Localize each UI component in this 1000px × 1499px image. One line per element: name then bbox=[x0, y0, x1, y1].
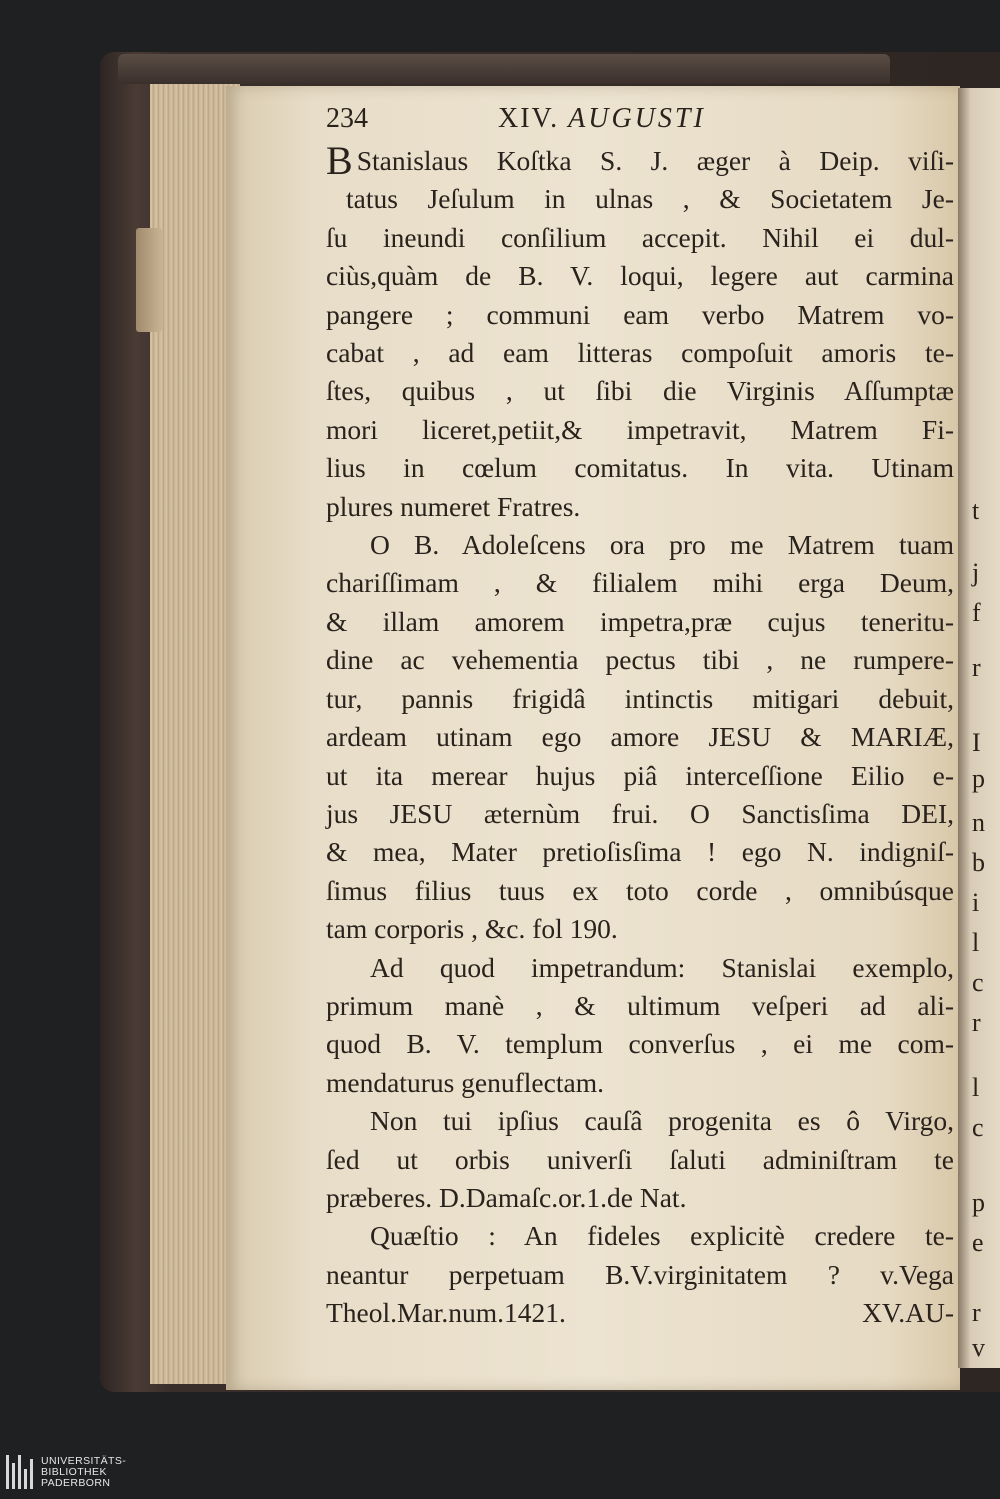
edge-letter: r bbox=[972, 1008, 981, 1037]
text-line: quod B. V. templum converſus , ei me com- bbox=[326, 1028, 954, 1060]
running-head-month: AUGUSTI bbox=[568, 103, 706, 134]
text-line: plures numeret Fratres. bbox=[326, 490, 581, 522]
edge-letter: t bbox=[972, 496, 980, 525]
text-line: tam corporis , &c. fol 190. bbox=[326, 913, 618, 945]
edge-letter: l bbox=[972, 1073, 980, 1102]
edge-letter: f bbox=[972, 598, 981, 627]
next-page-edge bbox=[958, 88, 1000, 1368]
text-line: & illam amorem impetra,præ cujus teneritu- bbox=[326, 605, 954, 637]
text-line: jus JESU æternùm frui. O Sanctisſima DEI, bbox=[326, 797, 954, 829]
running-head-day: XIV. bbox=[498, 103, 560, 134]
edge-letter: e bbox=[972, 1228, 984, 1257]
edge-letter: b bbox=[972, 848, 985, 877]
catchword: XV.AU- bbox=[862, 1297, 954, 1329]
library-logo-line: BIBLIOTHEK bbox=[41, 1465, 107, 1478]
edge-letter: p bbox=[972, 764, 985, 793]
text-line bbox=[326, 138, 954, 183]
edge-letter: r bbox=[972, 1298, 981, 1327]
text-line: præberes. D.Damaſc.or.1.de Nat. bbox=[326, 1181, 687, 1213]
drop-initial: B bbox=[326, 138, 353, 183]
text-line: tur, pannis frigidâ intinctis mitigari debuit, bbox=[326, 682, 954, 714]
edge-letter: I bbox=[972, 728, 981, 757]
text-line: mori liceret,petiit,& impetravit, Matrem Fi- bbox=[326, 413, 954, 445]
text-line: chariſſimam , & filialem mihi erga Deum, bbox=[326, 567, 954, 599]
text-line: & mea, Mater pretioſisſima ! ego N. indigniſ- bbox=[326, 836, 954, 868]
text-line: tatus Jeſulum in ulnas , & Societatem Je- bbox=[346, 183, 954, 215]
text-line: ſtes, quibus , ut ſibi die Virginis Aſſumptæ bbox=[326, 375, 954, 407]
edge-letter: j bbox=[972, 558, 980, 587]
text-line: lius in cœlum comitatus. In vita. Utinam bbox=[326, 452, 954, 484]
library-logo bbox=[6, 1450, 146, 1494]
library-logo-line: UNIVERSITÄTS- bbox=[41, 1454, 127, 1467]
text-line: neantur perpetuam B.V.virginitatem ? v.Vega bbox=[326, 1258, 954, 1290]
text-line: O B. Adoleſcens ora pro me Matrem tuam bbox=[370, 529, 954, 561]
bookmark-tab bbox=[136, 228, 162, 332]
edge-letter: p bbox=[972, 1188, 985, 1217]
running-head bbox=[498, 100, 706, 138]
library-logo-text bbox=[41, 1456, 126, 1489]
page-header bbox=[326, 100, 954, 142]
text-line: Non tui ipſius cauſâ progenita es ô Virgo, bbox=[370, 1105, 954, 1137]
edge-letter: c bbox=[972, 1113, 984, 1142]
text-line: dine ac vehementia pectus tibi , ne rumpere- bbox=[326, 644, 954, 676]
page-text bbox=[326, 100, 954, 1333]
edge-letter: l bbox=[972, 928, 980, 957]
text-line: Theol.Mar.num.1421. bbox=[326, 1297, 566, 1329]
edge-letter: n bbox=[972, 808, 985, 837]
text-line: ſu ineundi conſilium accepit. Nihil ei dul- bbox=[326, 221, 954, 253]
text-line: mendaturus genuflectam. bbox=[326, 1066, 604, 1098]
text-line: ciùs,quàm de B. V. loqui, legere aut carmina bbox=[326, 260, 954, 292]
last-line bbox=[326, 1294, 954, 1332]
edge-letter: r bbox=[972, 653, 981, 682]
text-line: pangere ; communi eam verbo Matrem vo- bbox=[326, 298, 954, 330]
text-line: ſed ut orbis univerſi ſaluti adminiſtram te bbox=[326, 1143, 954, 1175]
edge-letter: i bbox=[972, 888, 980, 917]
edge-letter: v bbox=[972, 1333, 985, 1362]
text-line: ſimus filius tuus ex toto corde , omnibúsque bbox=[326, 874, 954, 906]
edge-letter: c bbox=[972, 968, 984, 997]
book-top-edge bbox=[118, 54, 890, 84]
text-line: ut ita merear hujus piâ interceſſione Eilio e- bbox=[326, 759, 954, 791]
text-line: ardeam utinam ego amore JESU & MARIÆ, bbox=[326, 721, 954, 753]
text-line: primum manè , & ultimum veſperi ad ali- bbox=[326, 989, 954, 1021]
page-number: 234 bbox=[326, 103, 368, 134]
text-line-content: Stanislaus Koſtka S. J. æger à Deip. viſi- bbox=[356, 145, 954, 176]
library-logo-icon bbox=[6, 1455, 33, 1489]
text-line: cabat , ad eam litteras compoſuit amoris te- bbox=[326, 337, 954, 369]
library-logo-line: PADERBORN bbox=[41, 1476, 111, 1489]
text-line: Quæſtio : An fideles explicitè credere te- bbox=[370, 1220, 954, 1252]
text-line: Ad quod impetrandum: Stanislai exemplo, bbox=[370, 951, 954, 983]
